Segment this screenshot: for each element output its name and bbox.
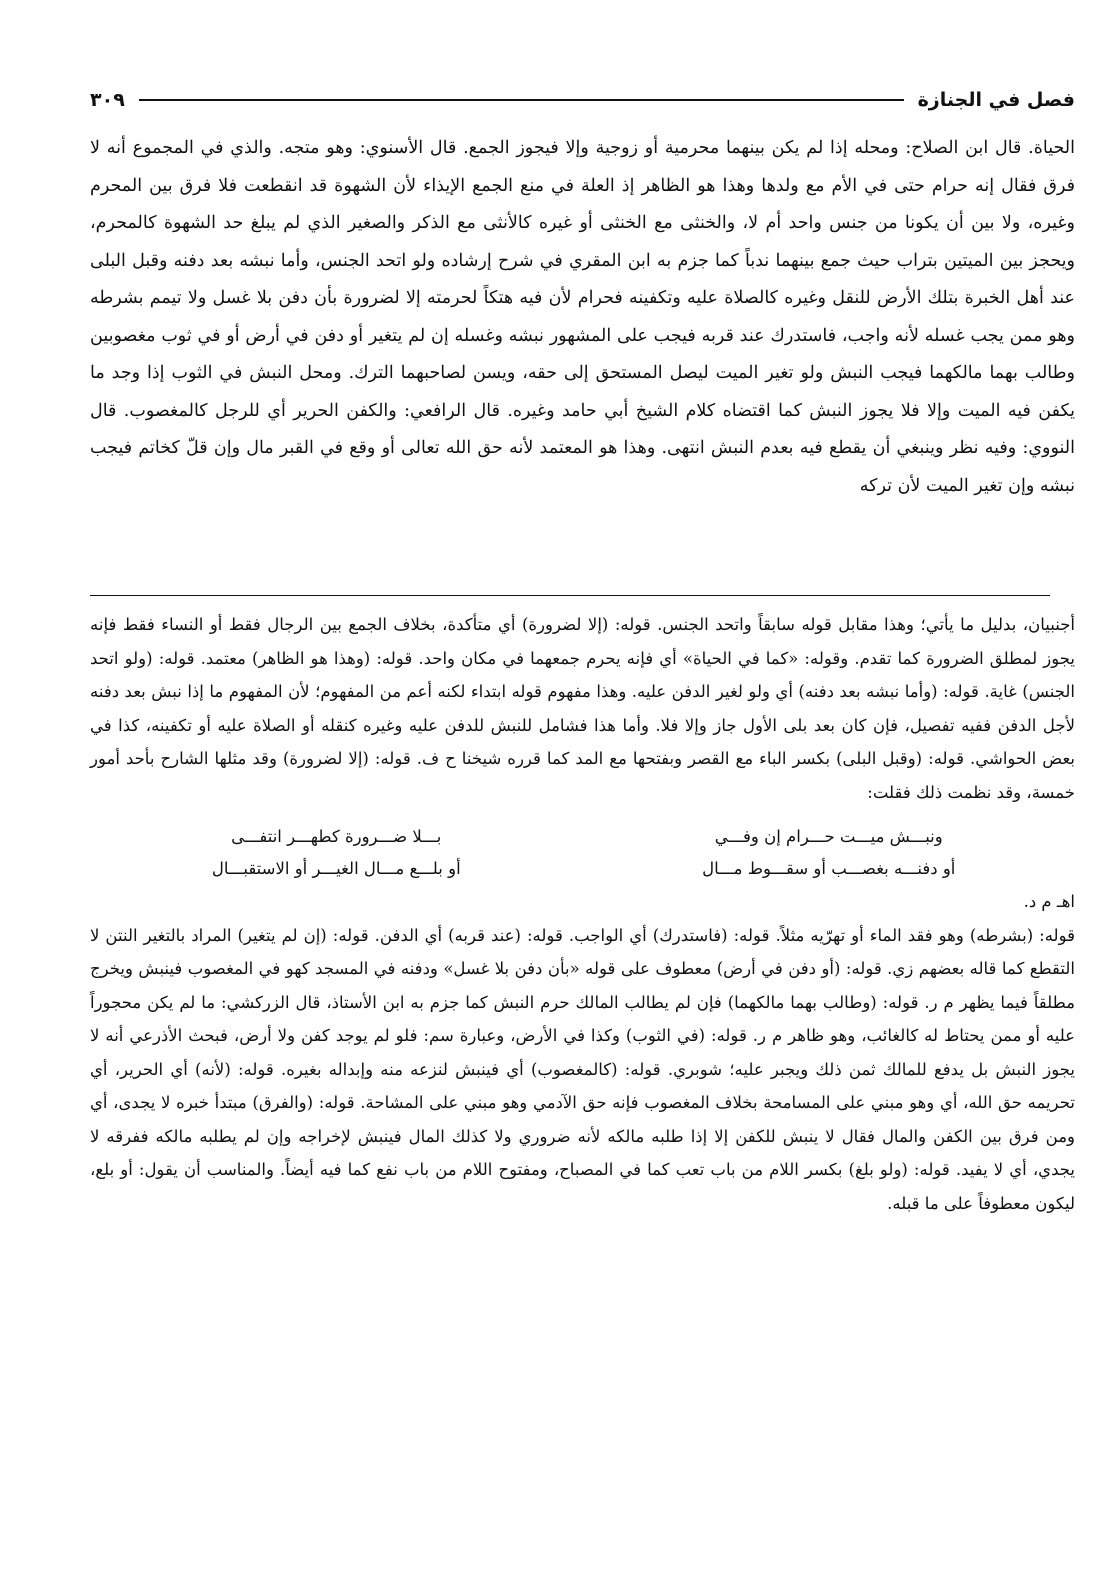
verse-line1-left: بـــلا ضـــرورة كطهـــر انتفـــى bbox=[231, 827, 442, 846]
commentary-paragraph-1: أجنبيان، بدليل ما يأتي؛ وهذا مقابل قوله سابقاً واتحد الجنس. قوله: (إلا لضرورة) أي متأكدة، بخلاف الجمع بين الرجال فقط أو النساء فقط فإنه يجوز لمطلق الضرورة كما تقدم. وقوله: «كما في الحياة» أي فإنه يحرم جمعهما في مكان واحد. قوله: (وهذا هو الظاهر) معتمد. قوله: (ولو اتحد الجنس) غاية. قوله: (وأما نبشه بعد دفنه) أي ولو لغير الدفن عليه. وهذا مفهوم قوله ابتداء لكنه أعم من المفهوم؛ لأن المفهوم ما إذا نبش بعد دفنه لأجل الدفن ففيه تفصيل، فإن كان بعد بلى الأول جاز وإلا فلا. وأما هذا فشامل للنبش للدفن عليه وغيره كنقله أو الصلاة عليه أو تكفينه، كذا في بعض الحواشي. قوله: (وقبل البلى) بكسر الباء مع القصر وبفتحها مع المد كما قرره شيخنا ح ف. قوله: (إلا لضرورة) وقد مثلها الشارح بأحد أمور خمسة، وقد نظمت ذلك فقلت: bbox=[90, 615, 1075, 802]
main-paragraph: الحياة. قال ابن الصلاح: ومحله إذا لم يكن بينهما محرمية أو زوجية وإلا فيجوز الجمع. قال الأسنوي: وهو متجه. والذي في المجموع أنه لا فرق فقال إنه حرام حتى في الأم مع ولدها وهذا هو الظاهر إذ العلة في منع الجمع الإيذاء لأن الشهوة قد انقطعت فلا فرق بين المحرم وغيره، ولا بين أن يكونا من جنس واحد أم لا، والخنثى مع الخنثى أو غيره كالأنثى مع الذكر والصغير الذي لم يبلغ حد الشهوة كالمحرم، ويحجز بين الميتين بتراب حيث جمع بينهما ندباً كما جزم به ابن المقري في شرح إرشاده ولو اتحد الجنس، وأما نبشه بعد دفنه وقبل البلى عند أهل الخبرة بتلك الأرض للنقل وغيره كالصلاة عليه وتكفينه فحرام لأن فيه هتكاً لحرمته إلا لضرورة بأن دفن بلا غسل ولا تيمم بشرطه وهو ممن يجب غسله لأنه واجب، فاستدرك عند قربه فيجب على المشهور نبشه وغسله إن لم يتغير أو دفن في أرض أو في ثوب مغصوبين وطالب بهما مالكهما فيجب النبش ولو تغير الميت ليصل المستحق إلى حقه، ويسن لصاحبهما الترك. ومحل النبش في الثوب إذا وجد ما يكفن فيه الميت وإلا فلا يجوز النبش كما اقتضاه كلام الشيخ أبي حامد وغيره. قال الرافعي: والكفن الحرير أي للرجل كالمغصوب. قال النووي: وفيه نظر وينبغي أن يقطع فيه بعدم النبش انتهى. وهذا هو المعتمد لأنه حق الله تعالى أو وقع في القبر مال وإن قلّ كخاتم فيجب نبشه وإن تغير الميت لأن تركه bbox=[90, 138, 1075, 496]
footnote-divider bbox=[90, 595, 1050, 596]
chapter-title: فصل في الجنازة bbox=[917, 89, 1075, 111]
signoff: اهـ م د. bbox=[1023, 892, 1075, 911]
book-page bbox=[90, 80, 1075, 1550]
commentary-paragraph-2: قوله: (بشرطه) وهو فقد الماء أو تهرّيه مثلاً. قوله: (فاستدرك) أي الواجب. قوله: (عند قربه) أي الدفن. قوله: (إن لم يتغير) المراد بالتغير النتن لا التقطع كما قاله بعضهم زي. قوله: (أو دفن في أرض) معطوف على قوله «بأن دفن بلا غسل» ودفنه في المسجد كهو في المغصوب فينبش ويخرج مطلقاً فيما يظهر م ر. قوله: (وطالب بهما مالكهما) فإن لم يطالب المالك حرم النبش كما جزم به ابن الأستاذ، قال الزركشي: ما لم يكن محجوراً عليه أو ممن يحتاط له كالغائب، وهو ظاهر م ر. قوله: (في الثوب) وكذا في الأرض، وعبارة سم: فلو لم يوجد كفن ولا أرض، فبحث الأذرعي أنه لا يجوز النبش بل يدفع للمالك ثمن ذلك ويجبر عليه؛ شوبري. قوله: (كالمغصوب) أي فينبش لنزعه منه وإبداله بغيره. قوله: (لأنه) أي الحرير، أي تحريمه حق الله، أي وهو مبني على المسامحة بخلاف المغصوب فإنه حق الآدمي وهو مبني على المشاحة. قوله: (والفرق) مبتدأ خبره لا يجدى، أي ومن فرق بين الكفن والمال فقال لا ينبش للكفن إلا إذا طلبه مالكه لأنه ضروري ولا كذلك المال فينبش لإخراجه وإن لم يطلبه مالكه ففرقه لا يجدي، أي لا يفيد. قوله: (ولو بلغ) بكسر اللام من باب تعب كما في المصباح، ومفتوح اللام من باب نفع كما فيه أيضاً. والمناسب أن يقول: أو بلع، ليكون معطوفاً على ما قبله. bbox=[90, 925, 1075, 1213]
verse-line1-right: ونبـــش ميـــت حـــرام إن وفـــي bbox=[714, 827, 943, 846]
header-rule bbox=[139, 99, 904, 101]
running-header bbox=[90, 80, 1075, 120]
commentary-block bbox=[90, 608, 1075, 1220]
main-text-block bbox=[90, 130, 1075, 505]
verse-line2-left: أو بلـــع مـــال الغيـــر أو الاستقبـــال bbox=[211, 859, 461, 878]
verse-block bbox=[90, 821, 1075, 885]
verse-line2-right: أو دفنـــه بغصـــب أو سقـــوط مـــال bbox=[702, 859, 956, 878]
page-number: ٣٠٩ bbox=[90, 89, 125, 111]
